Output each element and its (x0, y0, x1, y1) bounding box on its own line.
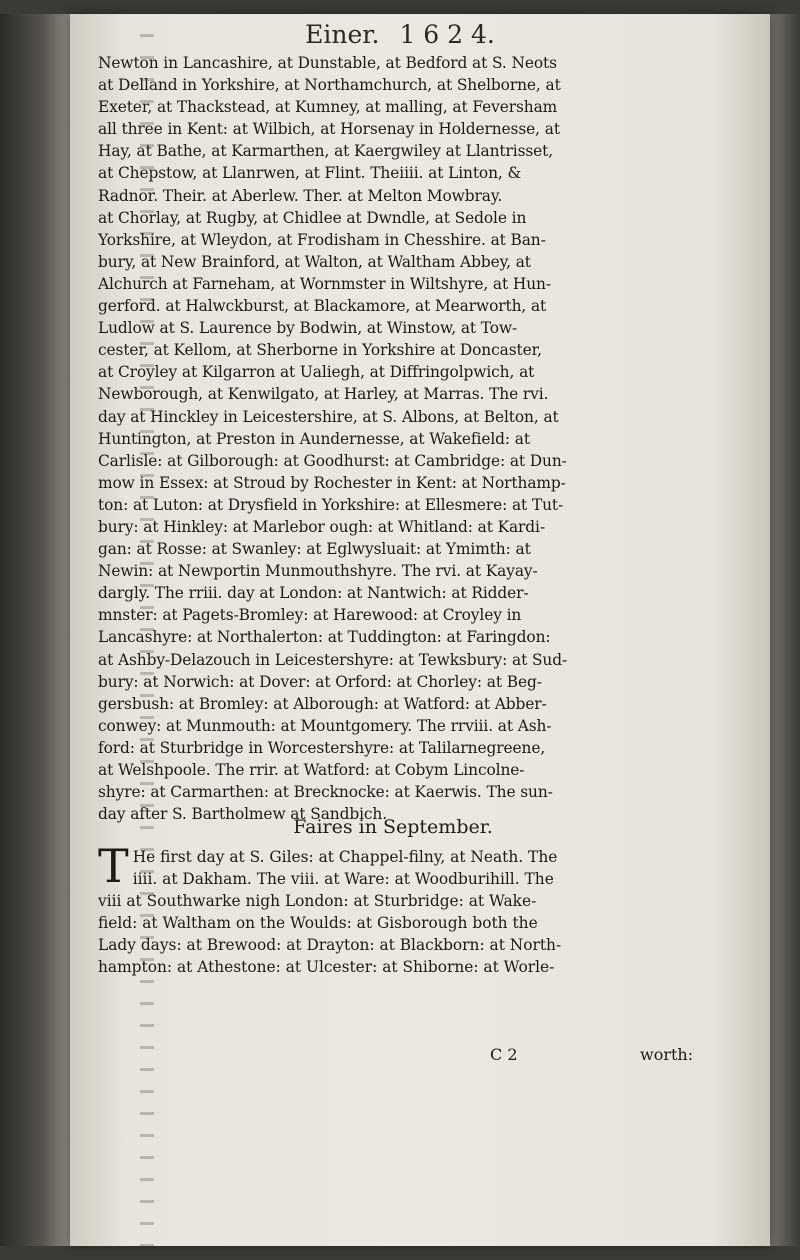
text-line: at Chepstow, at Llanrwen, at Flint. Theiiii. at Linton, & (98, 164, 522, 183)
text-line: mow in Essex: at Stroud by Rochester in Kent: at Northamp- (98, 473, 566, 492)
text-line: Carlisle: at Gilborough: at Goodhurst: at Cambridge: at Dun- (98, 451, 567, 470)
catchword: worth: (640, 1045, 694, 1064)
text-line: at Delland in Yorkshire, at Northamchurch, at Shelborne, at (98, 76, 561, 95)
text-line: viii at Southwarke nigh London: at Sturbridge: at Wake- (98, 892, 537, 911)
text-line: gerford. at Halwckburst, at Blackamore, at Mearworth, at (98, 297, 547, 316)
text-line: bury: at Hinkley: at Marlebor ough: at Whitland: at Kardi- (98, 517, 545, 536)
section-text-block (98, 839, 688, 979)
text-line: bury, at New Brainford, at Walton, at Waltham Abbey, at (98, 252, 531, 271)
text-line: field: at Waltham on the Woulds: at Gisborough both the (98, 914, 538, 933)
text-line: at Croyley at Kilgarron at Ualiegh, at Diffringolpwich, at (98, 363, 535, 382)
text-line: Alchurch at Farneham, at Wornmster in Wiltshyre, at Hun- (98, 274, 551, 293)
text-line: at Welshpoole. The rrir. at Watford: at Cobym Lincolne- (98, 761, 525, 779)
text-line: gan: at Rosse: at Swanley: at Eglwysluait: at Ymimth: at (98, 540, 531, 559)
text-line: Lancashyre: at Northalerton: at Tuddington: at Faringdon: (98, 628, 551, 647)
book-right-shadow (770, 14, 800, 1246)
text-line: Exeter, at Thackstead, at Kumney, at malling, at Feversham (98, 98, 558, 117)
text-line: conwey: at Munmouth: at Mountgomery. The rrviii. at Ash- (98, 716, 552, 735)
text-line: gersbush: at Bromley: at Alborough: at Watford: at Abber- (98, 694, 547, 713)
text-line: Ludlow at S. Laurence by Bodwin, at Winstow, at Tow- (98, 319, 518, 338)
drop-cap: T (98, 839, 129, 893)
text-line: He first day at S. Giles: at Chappel-filny, at Neath. The (132, 848, 558, 866)
text-line: cester, at Kellom, at Sherborne in Yorkshire at Doncaster, (98, 341, 542, 360)
body-text-block (98, 52, 688, 825)
text-line: hampton: at Athestone: at Ulcester: at Shiborne: at Worle- (98, 958, 555, 977)
running-header (120, 14, 680, 54)
text-line: ford: at Sturbridge in Worcestershyre: at Talilarnegreene, (98, 738, 546, 757)
text-line: Yorkshire, at Wleydon, at Frodisham in Chesshire. at Ban- (98, 230, 546, 249)
text-line: Radnor. Their. at Aberlew. Ther. at Melton Mowbray. (98, 186, 503, 205)
text-line: shyre: at Carmarthen: at Brecknocke: at Kaerwis. The sun- (98, 783, 553, 802)
text-line: iiii. at Dakham. The viii. at Ware: at Woodburihill. The (132, 870, 554, 889)
header-year: 1 6 2 4. (399, 19, 495, 49)
text-line: at Chorlay, at Rugby, at Chidlee at Dwndle, at Sedole in (98, 208, 527, 227)
text-line: Newin: at Newportin Munmouthshyre. The rvi. at Kayay- (98, 562, 538, 581)
text-line: day after S. Bartholmew at Sandbich. (98, 805, 388, 824)
text-line: day at Hinckley in Leicestershire, at S. Albons, at Belton, at (98, 407, 559, 426)
text-line: ton: at Luton: at Drysfield in Yorkshire: at Ellesmere: at Tut- (98, 495, 564, 514)
text-line: Lady days: at Brewood: at Drayton: at Blackborn: at North- (98, 936, 562, 955)
text-line: all three in Kent: at Wilbich, at Horsenay in Holdernesse, at (98, 120, 560, 139)
text-line: at Ashby-Delazouch in Leicestershyre: at Tewksbury: at Sud- (98, 650, 568, 669)
text-line: bury: at Norwich: at Dover: at Orford: at Chorley: at Beg- (98, 672, 542, 691)
text-line: Hay, at Bathe, at Karmarthen, at Kaergwiley at Llantrisset, (98, 142, 554, 161)
text-line: dargly. The rriii. day at London: at Nantwich: at Ridder- (98, 584, 529, 603)
section-heading: Faires in September. (293, 816, 493, 838)
signature-mark: C 2 (490, 1045, 518, 1064)
book-left-edge (0, 14, 70, 1246)
text-line: Newborough, at Kenwilgato, at Harley, at Marras. The rvi. (98, 385, 549, 404)
text-line: Newton in Lancashire, at Dunstable, at Bedford at S. Neots (98, 54, 557, 72)
text-line: Huntington, at Preston in Aundernesse, at Wakefield: at (98, 429, 530, 448)
text-line: mnster: at Pagets-Bromley: at Harewood: at Croyley in (98, 606, 522, 625)
header-word: Einer. (305, 19, 380, 49)
